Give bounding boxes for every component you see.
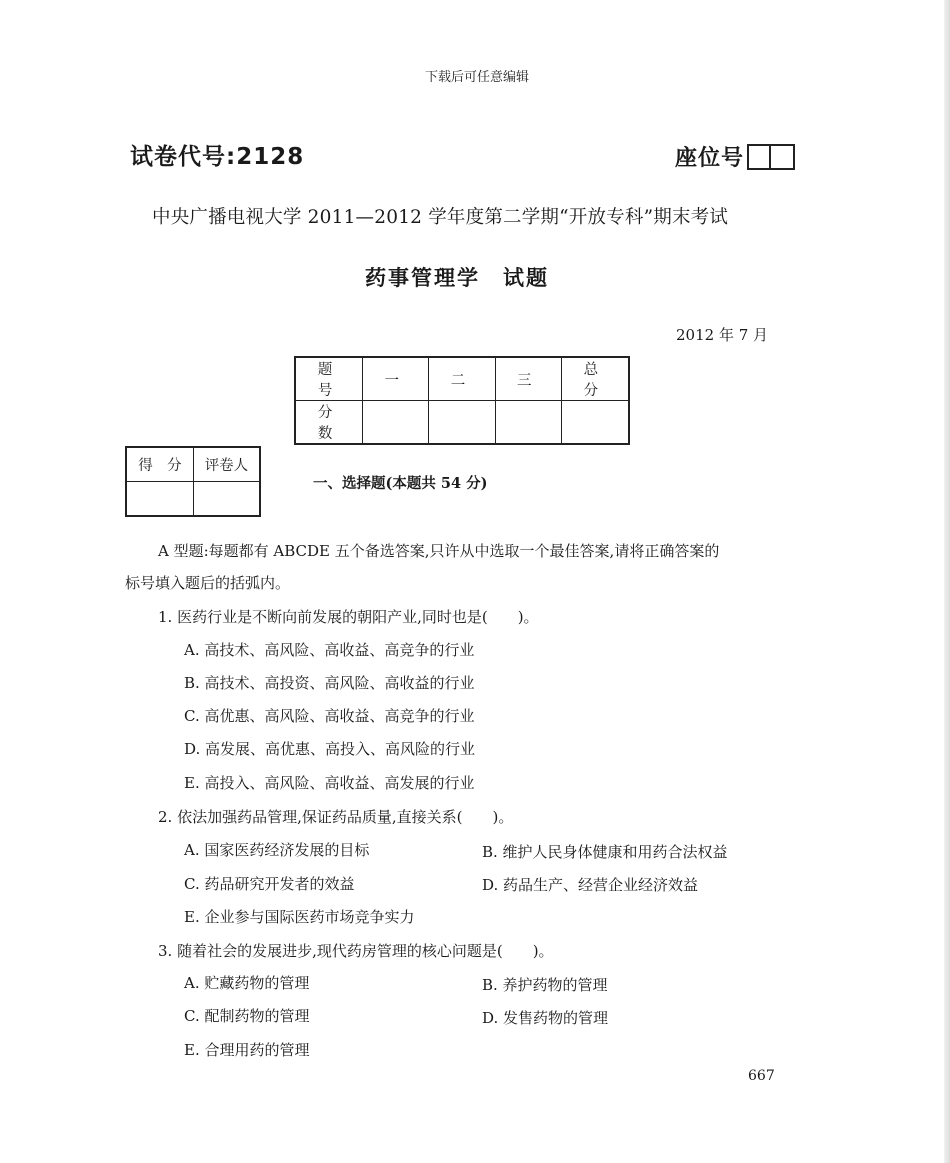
answer-option: D. 发售药物的管理	[482, 1009, 609, 1027]
question-stem: 3. 随着社会的发展进步,现代药房管理的核心问题是( )。	[158, 942, 554, 960]
answer-option: C. 配制药物的管理	[184, 1007, 310, 1025]
grader-table-header-row	[126, 447, 260, 482]
answer-option: A. 国家医药经济发展的目标	[184, 841, 370, 859]
question-stem: 2. 依法加强药品管理,保证药品质量,直接关系( )。	[158, 808, 514, 826]
answer-option: E. 高投入、高风险、高收益、高发展的行业	[184, 774, 475, 792]
score-table-cell	[495, 401, 561, 445]
seat-label: 座位号	[675, 146, 745, 171]
grader-table-cell: 得 分	[126, 447, 193, 482]
seat-box	[747, 144, 771, 170]
paper-code: 试卷代号:2128	[130, 144, 305, 170]
score-table-cell	[561, 401, 629, 445]
answer-option: B. 维护人民身体健康和用药合法权益	[482, 843, 728, 861]
score-table-cell: 总 分	[561, 357, 629, 401]
university-title: 中央广播电视大学 2011—2012 学年度第二学期“开放专科”期末考试	[152, 207, 729, 228]
grader-table-blank-row	[126, 482, 260, 517]
answer-option: E. 合理用药的管理	[184, 1041, 310, 1059]
exam-date: 2012 年 7 月	[676, 326, 769, 344]
score-table-cell: 题 号	[295, 357, 363, 401]
score-table-score-row	[295, 401, 629, 445]
answer-option: E. 企业参与国际医药市场竞争实力	[184, 908, 415, 926]
seat-box	[771, 144, 795, 170]
answer-option: A. 高技术、高风险、高收益、高竞争的行业	[184, 641, 475, 659]
answer-option: C. 药品研究开发者的效益	[184, 875, 355, 893]
grader-table	[125, 446, 261, 517]
page-number: 667	[748, 1068, 775, 1084]
answer-option: A. 贮藏药物的管理	[184, 974, 310, 992]
seat-number	[675, 141, 795, 172]
answer-option: B. 养护药物的管理	[482, 976, 608, 994]
subject-title: 药事管理学 试题	[365, 266, 549, 290]
answer-option: C. 高优惠、高风险、高收益、高竞争的行业	[184, 707, 475, 725]
score-table-cell	[429, 401, 495, 445]
score-table-cell: 二	[429, 357, 495, 401]
score-table-cell: 一	[363, 357, 429, 401]
grader-table-cell	[193, 482, 260, 517]
score-table-cell: 三	[495, 357, 561, 401]
section-instructions: A 型题:每题都有 ABCDE 五个备选答案,只许从中选取一个最佳答案,请将正确答案的	[158, 542, 720, 560]
seat-number-boxes	[747, 144, 795, 170]
download-note: 下载后可任意编辑	[425, 70, 530, 85]
section-title: 一、选择题(本题共 54 分)	[313, 475, 488, 492]
page-edge	[944, 0, 950, 1163]
answer-option: B. 高技术、高投资、高风险、高收益的行业	[184, 674, 475, 692]
grader-table-cell	[126, 482, 193, 517]
grader-table-cell: 评卷人	[193, 447, 260, 482]
score-table-cell	[363, 401, 429, 445]
score-table	[294, 356, 630, 445]
section-instructions: 标号填入题后的括弧内。	[125, 574, 291, 592]
answer-option: D. 高发展、高优惠、高投入、高风险的行业	[184, 740, 476, 758]
score-table-header-row	[295, 357, 629, 401]
answer-option: D. 药品生产、经营企业经济效益	[482, 876, 699, 894]
question-stem: 1. 医药行业是不断向前发展的朝阳产业,同时也是( )。	[158, 608, 539, 626]
score-table-cell: 分 数	[295, 401, 363, 445]
